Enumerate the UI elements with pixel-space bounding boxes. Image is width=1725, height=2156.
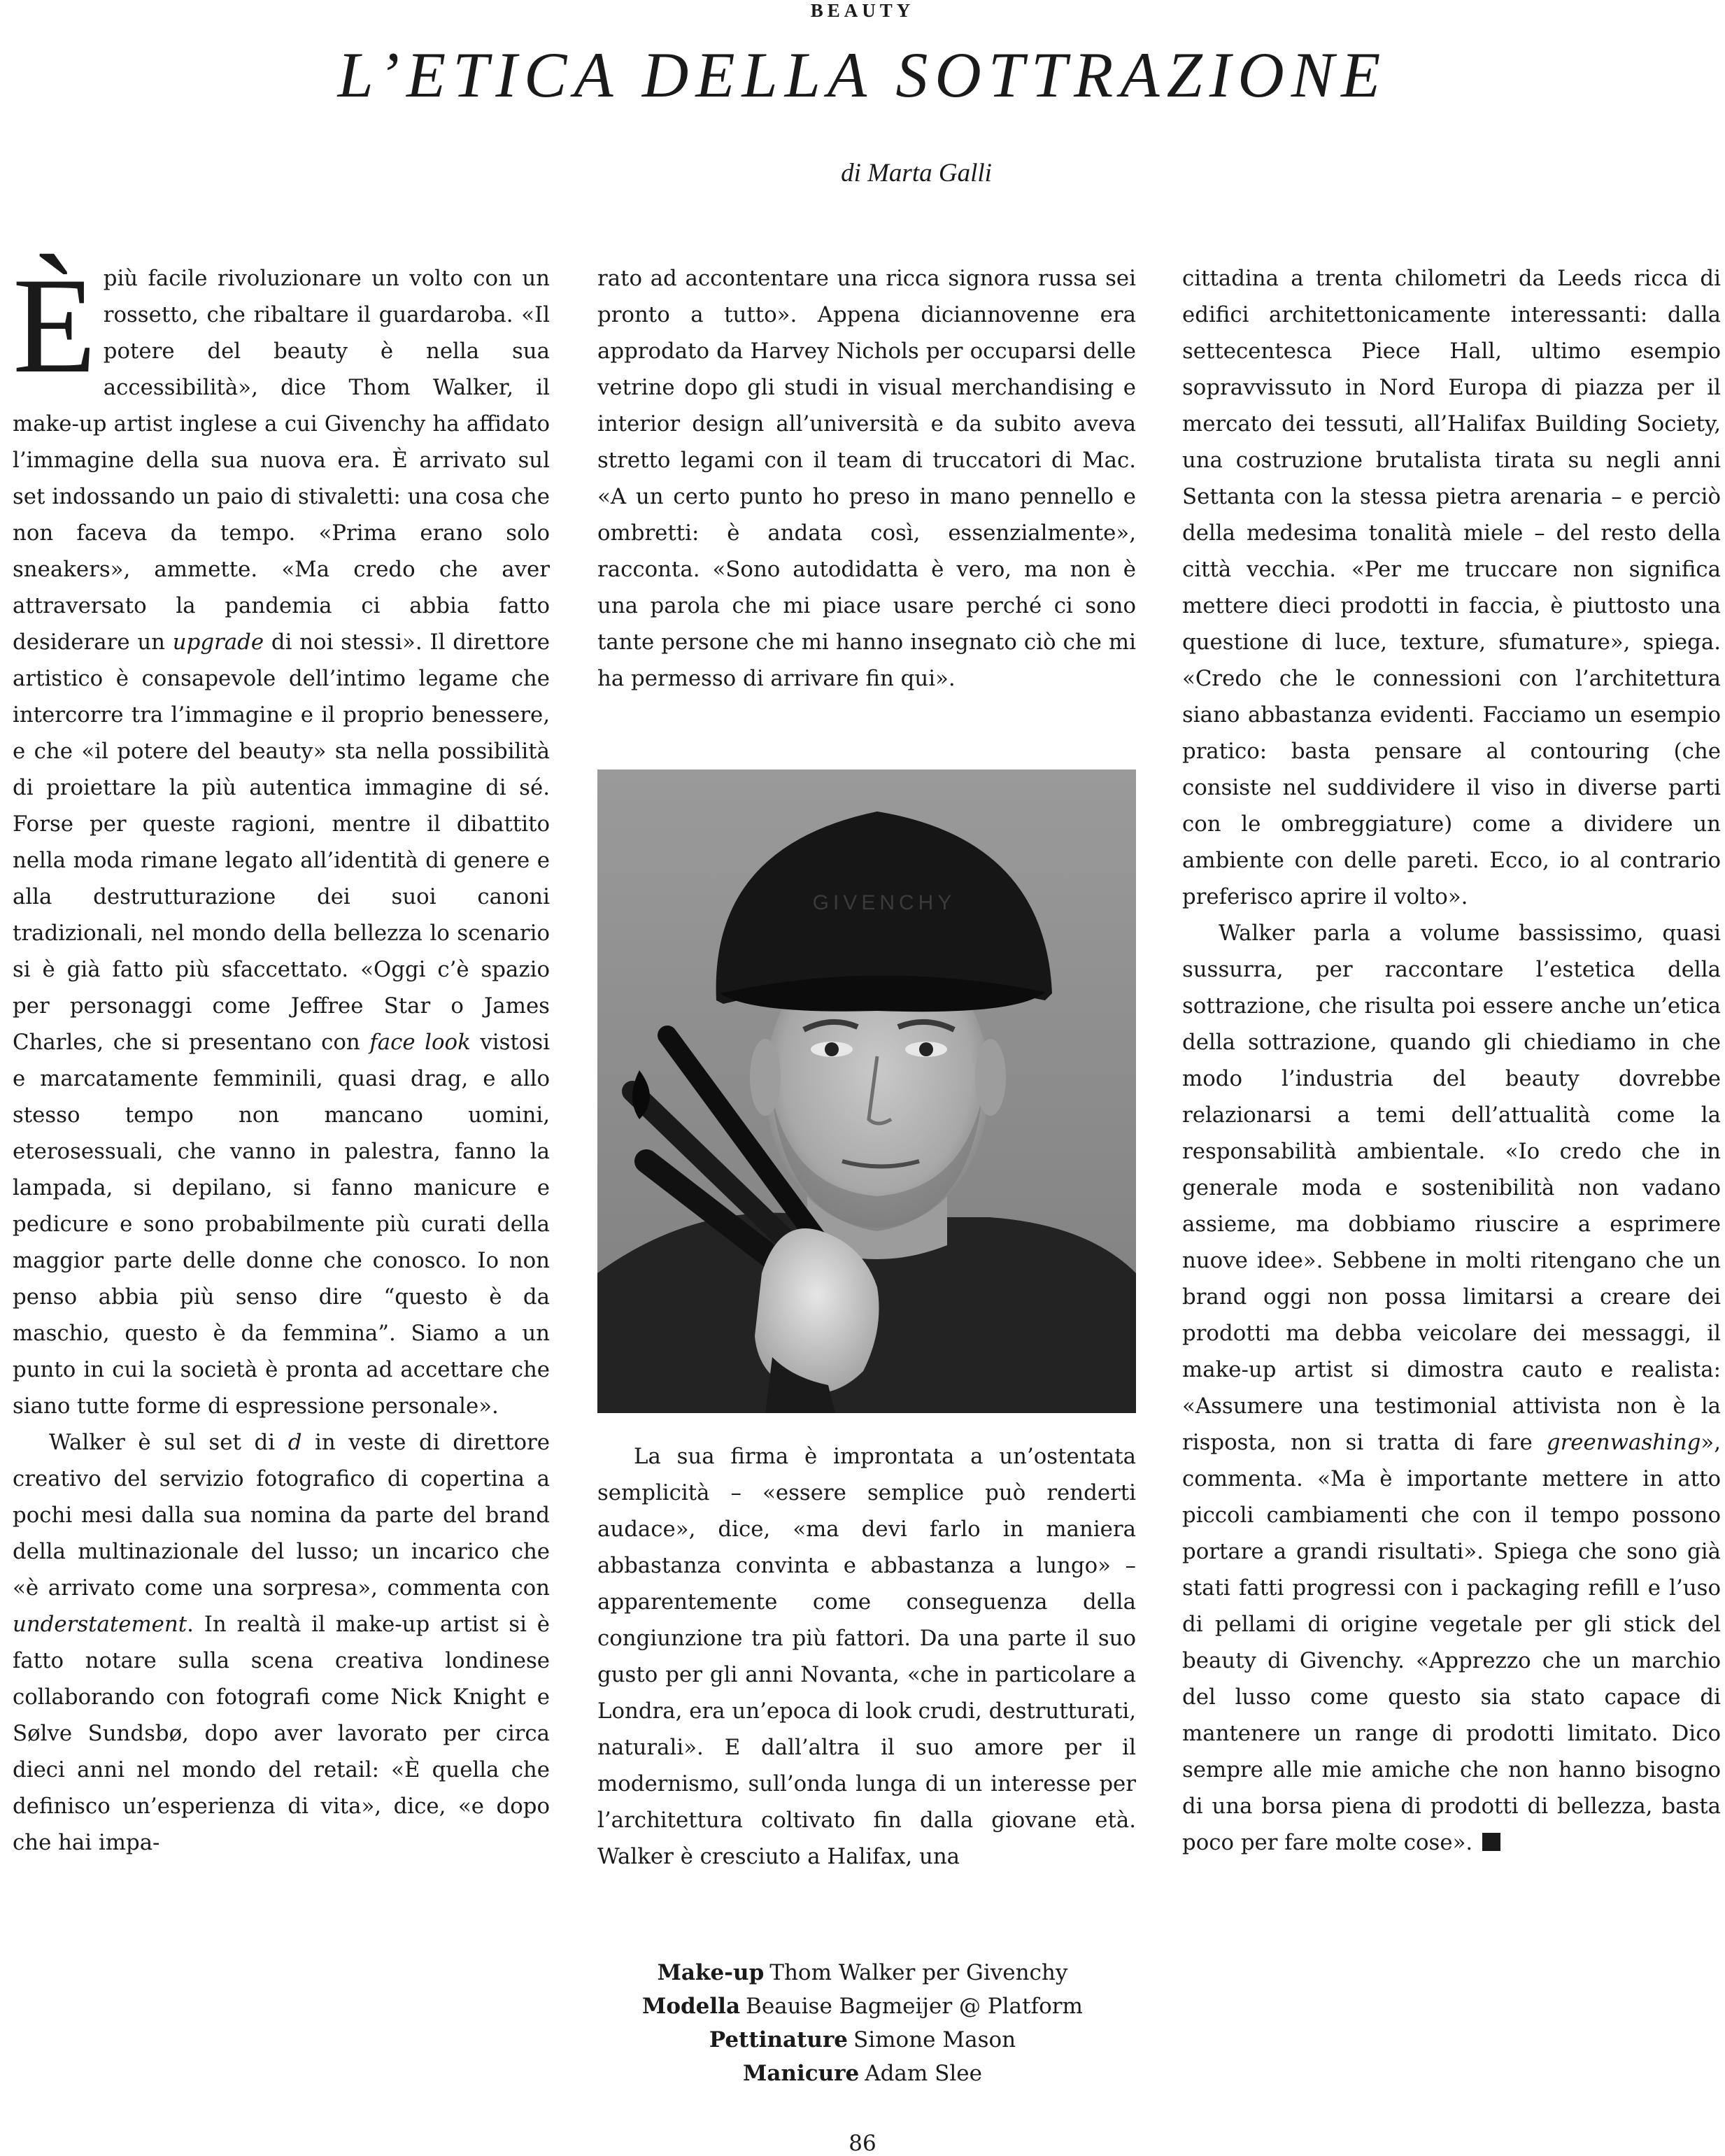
- italic-term: d: [288, 1430, 302, 1455]
- cap-logo: GIVENCHY: [812, 891, 956, 914]
- credit-name: Thom Walker per Givenchy: [769, 1960, 1068, 1985]
- article-paragraph: [597, 260, 1136, 697]
- credit-name: Simone Mason: [853, 2027, 1016, 2052]
- drop-cap: È: [13, 250, 97, 402]
- article-paragraph: [13, 250, 550, 1424]
- end-mark-icon: [1482, 1833, 1500, 1851]
- page-number: 86: [849, 2131, 876, 2156]
- italic-term: greenwashing: [1546, 1430, 1701, 1455]
- italic-term: upgrade: [172, 630, 264, 655]
- article-column-1: [13, 250, 550, 1861]
- article-column-3: [1182, 260, 1721, 1861]
- credit-role: Manicure: [743, 2061, 860, 2086]
- text-run: rato ad accontentare una ricca signora russa sei pronto a tutto». Appena diciannovenne era approdato da Harvey Nichols per occuparsi delle vetrine dopo gli studi in visual merchandising e interior design all’università e da subito aveva stretto legami con il team di truccatori di Mac. «A un certo punto ho preso in mano pennello e ombretti: è andata così, essenzialmente», racconta. «Sono autodidatta è vero, ma non è una parola che mi piace usare perché ci sono tante persone che mi hanno insegnato ciò che mi ha permesso di arrivare fin qui».: [597, 266, 1136, 691]
- article-column-2-bottom: [597, 1438, 1136, 1875]
- text-run: La sua firma è improntata a un’ostentata semplicità – «essere semplice può renderti audace», dice, «ma devi farlo in maniera abbastanza convinta e abbastanza a lungo» – apparentemente come conseguenza della congiunzione tra più fattori. Da una parte il suo gusto per gli anni Novanta, «che in particolare a Londra, era un’epoca di look crudi, destrutturati, naturali». E dall’altra il suo amore per il modernismo, sull’onda lunga di un interesse per l’architettura coltivato fin dalla giovane età. Walker è cresciuto a Halifax, una: [597, 1444, 1136, 1869]
- text-run: Walker è sul set di: [49, 1430, 288, 1455]
- credit-line: [0, 2023, 1725, 2057]
- text-run: . In realtà il make-up artist si è fatto notare sulla scena creativa londinese collaborando con fotografi come Nick Knight e Sølve Sundsbø, dopo aver lavorato per circa dieci anni nel mondo del retail: «È quella che definisco un’esperienza di vita», dice, «e dopo che hai impa-: [13, 1612, 550, 1855]
- credit-name: Beauise Bagmeijer @ Platform: [746, 1994, 1083, 2019]
- italic-term: understatement: [13, 1612, 187, 1637]
- text-run: più facile rivoluzionare un volto con un rossetto, che ribaltare il guardaroba. «Il potere del beauty è nella sua accessibilità», dice Thom Walker, il make-up artist inglese a cui Givenchy ha affidato l’immagine della sua nuova era. È arrivato sul set indossando un paio di stivaletti: una cosa che non faceva da tempo. «Prima erano solo sneakers», ammette. «Ma credo che aver attraversato la pandemia ci abbia fatto desiderare un: [13, 266, 550, 655]
- credit-name: Adam Slee: [865, 2061, 982, 2086]
- credit-role: Modella: [642, 1994, 741, 2019]
- portrait-photo: [597, 770, 1136, 1413]
- article-title: L’ETICA DELLA SOTTRAZIONE: [337, 39, 1388, 111]
- article-column-2-top: [597, 260, 1136, 697]
- credit-line: [0, 1990, 1725, 2023]
- byline: di Marta Galli: [841, 159, 992, 187]
- credit-line: [0, 1956, 1725, 1990]
- text-run: in veste di direttore creativo del servizio fotografico di copertina a pochi mesi dalla sua nomina da parte del brand della multinazionale del lusso; un incarico che «è arrivato come una sorpresa», commenta con: [13, 1430, 550, 1601]
- photo-credits: [0, 1956, 1725, 2090]
- text-run: Walker parla a volume bassissimo, quasi sussurra, per raccontare l’estetica della sottrazione, che risulta poi essere anche un’etica della sottrazione, quando gli chiediamo in che modo l’industria del beauty dovrebbe relazionarsi a temi dell’attualità come la responsabilità ambientale. «Io credo che in generale moda e sostenibilità non vadano assieme, ma dobbiamo riuscire a esprimere nuove idee». Sebbene in molti ritengano che un brand oggi non possa limitarsi a creare dei prodotti ma debba veicolare dei messaggi, il make-up artist si dimostra cauto e realista: «Assumere una testimonial attivista non è la risposta, non si tratta di fare: [1182, 921, 1721, 1455]
- article-paragraph: [13, 1424, 550, 1861]
- text-run: cittadina a trenta chilometri da Leeds ricca di edifici architettonicamente interessanti: dalla settecentesca Piece Hall, ultimo esempio sopravvissuto in Nord Europa di piazza per il mercato dei tessuti, all’Halifax Building Society, una costruzione brutalista tirata su negli anni Settanta con la stessa pietra arenaria – e perciò della medesima tonalità miele – del resto della città vecchia. «Per me truccare non significa mettere dieci prodotti in faccia, è piuttosto una questione di luce, texture, sfumature», spiega. «Credo che le connessioni con l’architettura siano abbastanza evidenti. Facciamo un esempio pratico: basta pensare al contouring (che consiste nel suddividere il viso in diverse parti con le ombreggiature) come a dividere un ambiente con delle pareti. Ecco, io al contrario preferisco aprire il volto».: [1182, 266, 1721, 909]
- text-run: di noi stessi». Il direttore artistico è consapevole dell’intimo legame che intercorre tra l’immagine e il proprio benessere, e che «il potere del beauty» sta nella possibilità di proiettare la più autentica immagine di sé. Forse per queste ragioni, mentre il dibattito nella moda rimane legato all’identità di genere e alla destrutturazione dei suoi canoni tradizionali, nel mondo della bellezza lo scenario si è già fatto più sfaccettato. «Oggi c’è spazio per personaggi come Jeffree Star o James Charles, che si presentano con: [13, 630, 550, 1055]
- credit-line: [0, 2057, 1725, 2090]
- article-paragraph: [1182, 260, 1721, 915]
- credit-role: Pettinature: [709, 2027, 848, 2052]
- text-run: », commenta. «Ma è importante mettere in atto piccoli cambiamenti che con il tempo possono portare a grandi risultati». Spiega che sono già stati fatti progressi con i packaging refill e l’uso di pellami di origine vegetale per gli stick del beauty di Givenchy. «Apprezzo che un marchio del lusso come questo sia stato capace di mantenere un range di prodotti limitato. Dico sempre alle mie amiche che non hanno bisogno di una borsa piena di prodotti di bellezza, basta poco per fare molte cose».: [1182, 1430, 1721, 1855]
- italic-term: face look: [369, 1030, 471, 1055]
- article-paragraph: [1182, 915, 1721, 1861]
- article-paragraph: [597, 1438, 1136, 1875]
- credit-role: Make-up: [657, 1960, 765, 1985]
- section-label: BEAUTY: [810, 0, 915, 21]
- portrait-photo-illustration: [597, 770, 1136, 1413]
- text-run: vistosi e marcatamente femminili, quasi drag, e allo stesso tempo non mancano uomini, eterosessuali, che vanno in palestra, fanno la lampada, si depilano, si fanno manicure e pedicure e sono probabilmente più curati della maggior parte delle donne che conosco. Io non penso abbia più senso dire “questo è da maschio, questo è da femmina”. Siamo a un punto in cui la società è pronta ad accettare che siano tutte forme di espressione personale».: [13, 1030, 550, 1419]
